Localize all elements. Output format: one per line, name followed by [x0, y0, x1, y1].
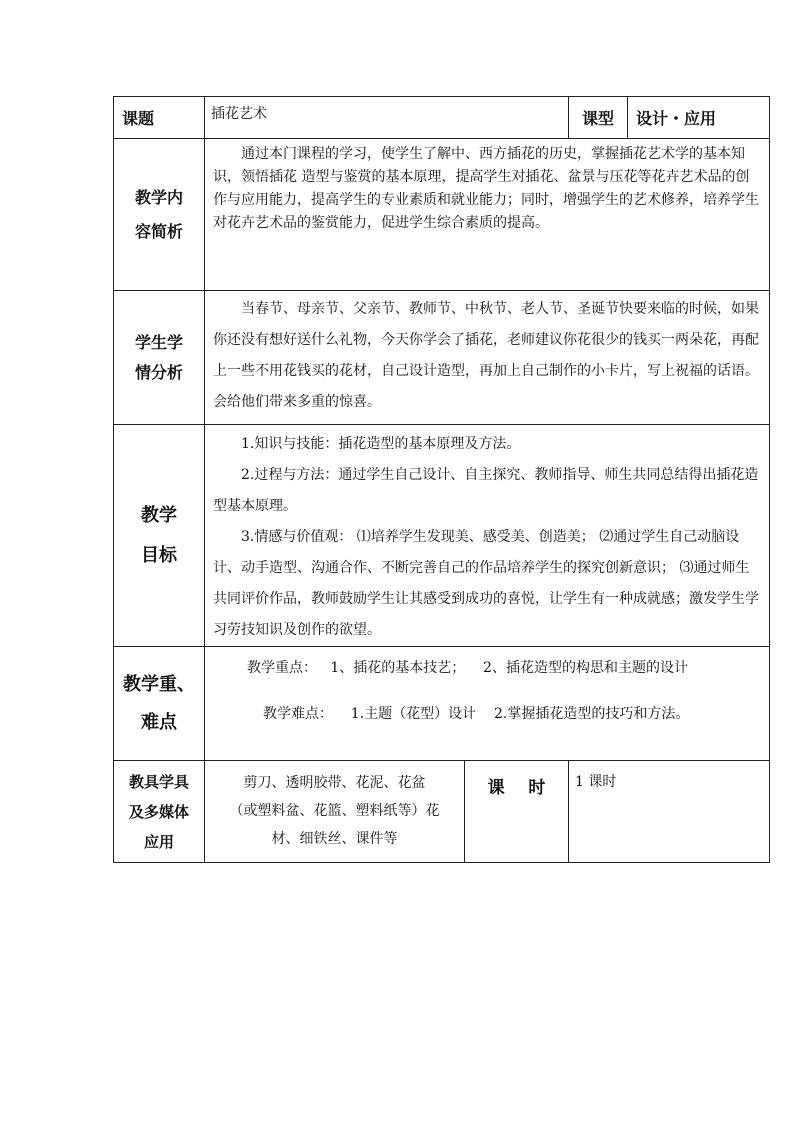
content-analysis-row: [114, 139, 770, 291]
content-analysis-text: 通过本门课程的学习，使学生了解中、西方插花的历史，掌握插花艺术学的基本知识，领悟插花 造型与鉴赏的基本原理，提高学生对插花、盆景与压花等花卉艺术品的创作与应用能力，提高学生的专业素质和就业能力；同时，增强学生的艺术修养，培养学生对花卉艺术品的鉴赏能力，促进学生综合素质的提高。: [213, 146, 759, 231]
materials-line: （或塑料盆、花篮、塑料纸等）花: [229, 803, 440, 819]
goal-item: 3.情感与价值观： ⑴培养学生发现美、感受美、创造美； ⑵通过学生自己动脑设计、动手造型、沟通合作、不断完善自己的作品培养学生的探究创新意识； ⑶通过师生共同评价作品，教师鼓励学生让其感受到成功的喜悦，让学生有一种成就感；激发学生学习劳技知识及创作的欲望。: [213, 529, 759, 638]
content-analysis-cell: [205, 139, 770, 291]
goal-item: 1.知识与技能：插花造型的基本原理及方法。: [241, 436, 521, 452]
goal-item: 2.过程与方法：通过学生自己设计、自主探究、教师指导、师生共同总结得出插花造型基本原理。: [213, 467, 759, 514]
difficulty-text: 教学难点： 1.主题（花型）设计 2.掌握插花造型的技巧和方法。: [263, 706, 690, 722]
type-value: 设计・应用: [628, 97, 770, 139]
header-row: [114, 97, 770, 139]
student-analysis-label: [114, 291, 205, 425]
label-line: 目标: [141, 544, 177, 566]
materials-line: 剪刀、透明胶带、花泥、花盆: [243, 775, 426, 791]
period-value: 1 课时: [569, 761, 770, 863]
label-line: 难点: [141, 711, 177, 733]
label-line: 教学重、: [123, 673, 195, 695]
label-line: 学生学: [134, 332, 183, 352]
lesson-plan-table: [113, 96, 770, 863]
materials-label: [114, 761, 205, 863]
student-analysis-row: [114, 291, 770, 425]
label-line: 及多媒体: [128, 802, 189, 821]
label-line: 教具学具: [128, 772, 189, 791]
label-line: 应用: [143, 832, 174, 851]
label-line: 情分析: [134, 362, 183, 382]
goals-cell: [205, 425, 770, 647]
key-points-row: [114, 647, 770, 761]
goals-label: [114, 425, 205, 647]
materials-cell: [205, 761, 465, 863]
content-analysis-label: [114, 139, 205, 291]
type-label: 课型: [569, 97, 628, 139]
goals-row: [114, 425, 770, 647]
label-line: 教学: [141, 504, 177, 526]
materials-row: [114, 761, 770, 863]
key-points-label: [114, 647, 205, 761]
key-points-cell: [205, 647, 770, 761]
label-line: 教学内: [134, 187, 183, 207]
materials-line: 材、细铁丝、课件等: [271, 831, 398, 847]
topic-label: 课题: [114, 97, 205, 139]
student-analysis-text: 当春节、母亲节、父亲节、教师节、中秋节、老人节、圣诞节快要来临的时候，如果你还没有想好送什么礼物，今天你学会了插花，老师建议你花很少的钱买一两朵花，再配上一些不用花钱买的花材，自己设计造型，再加上自己制作的小卡片，写上祝福的话语。会给他们带来多重的惊喜。: [213, 301, 759, 410]
student-analysis-cell: [205, 291, 770, 425]
label-line: 容简析: [134, 221, 183, 241]
period-label: 课 时: [465, 761, 569, 863]
topic-value: 插花艺术: [205, 97, 569, 139]
focus-text: 教学重点： 1、插花的基本技艺； 2、插花造型的构思和主题的设计: [247, 660, 688, 676]
